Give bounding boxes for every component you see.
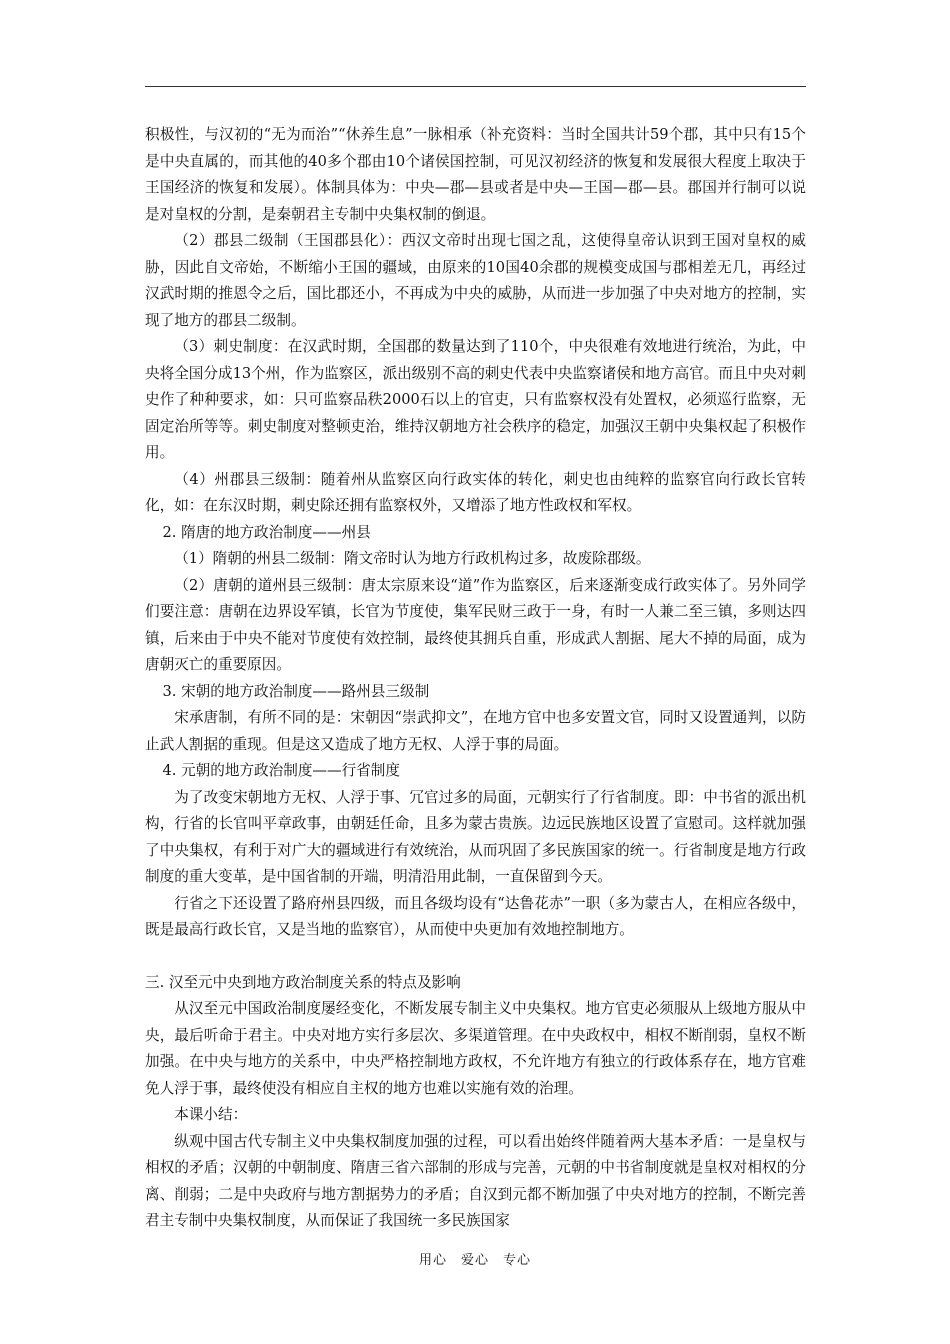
paragraph: 三. 汉至元中央到地方政治制度关系的特点及影响: [145, 973, 461, 991]
header-rule: [145, 86, 806, 87]
paragraph: （4）州郡县三级制：随着州从监察区向行政实体的转化，刺史也由纯粹的监察官向行政长官转化，如：在东汉时期，刺史除还拥有监察权外，又增添了地方性政权和军权。: [145, 470, 806, 514]
document-body: [145, 122, 806, 1235]
paragraph: 3. 宋朝的地方政治制度——路州县三级制: [162, 682, 430, 700]
paragraph: 宋承唐制，有所不同的是：宋朝因“崇武抑文”，在地方官中也多安置文官，同时又设置通判，以防止武人割据的重现。但是这又造成了地方无权、人浮于事的局面。: [145, 709, 806, 753]
paragraph: （2）郡县二级制（王国郡县化）：西汉文帝时出现七国之乱，这使得皇帝认识到王国对皇权的威胁，因此自文帝始，不断缩小王国的疆域，由原来的10国40余郡的规模变成国与郡相差无几，再经过汉武时期的推恩令之后，国比郡还小，不再成为中央的威胁，从而进一步加强了中央对地方的控制，实现了地方的郡县二级制。: [145, 232, 806, 329]
paragraph: 从汉至元中国政治制度屡经变化，不断发展专制主义中央集权。地方官吏必须服从上级地方服从中央，最后听命于君主。中央对地方实行多层次、多渠道管理。在中央政权中，相权不断削弱，皇权不断加强。在中央与地方的关系中，中央严格控制地方政权，不允许地方有独立的行政体系存在，地方官难免人浮于事，最终使没有相应自主权的地方也难以实施有效的治理。: [145, 1000, 806, 1097]
paragraph: 行省之下还设置了路府州县四级，而且各级均设有“达鲁花赤”一职（多为蒙古人，在相应各级中，既是最高行政长官，又是当地的监察官），从而使中央更加有效地控制地方。: [145, 894, 806, 938]
paragraph: 4. 元朝的地方政治制度——行省制度: [162, 762, 400, 779]
page-footer: 用心 爱心 专心: [418, 1253, 531, 1268]
paragraph: （1）隋朝的州县二级制：隋文帝时认为地方行政机构过多，故废除郡级。: [174, 550, 651, 567]
paragraph: 2. 隋唐的地方政治制度——州县: [162, 523, 371, 541]
paragraph: 本课小结：: [174, 1106, 248, 1123]
paragraph: 积极性，与汉初的“无为而治”“休养生息”一脉相承（补充资料：当时全国共计59个郡，其中只有15个是中央直属的，而其他的40多个郡由10个诸侯国控制，可见汉初经济的恢复和发展很大程度上取决于王国经济的恢复和发展）。体制具体为：中央—郡—县或者是中央—王国—郡—县。郡国并行制可以说是对皇权的分割，是秦朝君主专制中央集权制的倒退。: [145, 126, 806, 223]
paragraph: 为了改变宋朝地方无权、人浮于事、冗官过多的局面，元朝实行了行省制度。即：中书省的派出机构，行省的长官叫平章政事，由朝廷任命，且多为蒙古贵族。边远民族地区设置了宣慰司。这样就加强了中央集权，有利于对广大的疆域进行有效统治，从而巩固了多民族国家的统一。行省制度是地方行政制度的重大变革，是中国省制的开端，明清沿用此制，一直保留到今天。: [145, 788, 806, 885]
paragraph: （2）唐朝的道州县三级制：唐太宗原来设“道”作为监察区，后来逐渐变成行政实体了。另外同学们要注意：唐朝在边界设军镇，长官为节度使，集军民财三政于一身，有时一人兼二至三镇，多则达四镇，后来由于中央不能对节度使有效控制，最终使其拥兵自重，形成武人割据、尾大不掉的局面，成为唐朝灭亡的重要原因。: [145, 576, 806, 673]
paragraph: （3）刺史制度：在汉武时期，全国郡的数量达到了110个，中央很难有效地进行统治，为此，中央将全国分成13个州，作为监察区，派出级别不高的刺史代表中央监察诸侯和地方高官。而且中央对刺史作了种种要求，如：只可监察品秩2000石以上的官吏，只有监察权没有处置权，必须巡行监察，无固定治所等等。刺史制度对整顿吏治，维持汉朝地方社会秩序的稳定，加强汉王朝中央集权起了积极作用。: [145, 338, 806, 461]
paragraph: 纵观中国古代专制主义中央集权制度加强的过程，可以看出始终伴随着两大基本矛盾：一是皇权与相权的矛盾；汉朝的中朝制度、隋唐三省六部制的形成与完善，元朝的中书省制度就是皇权对相权的分离、削弱；二是中央政府与地方割据势力的矛盾；自汉到元都不断加强了中央对地方的控制，不断完善君主专制中央集权制度，从而保证了我国统一多民族国家: [145, 1132, 806, 1229]
